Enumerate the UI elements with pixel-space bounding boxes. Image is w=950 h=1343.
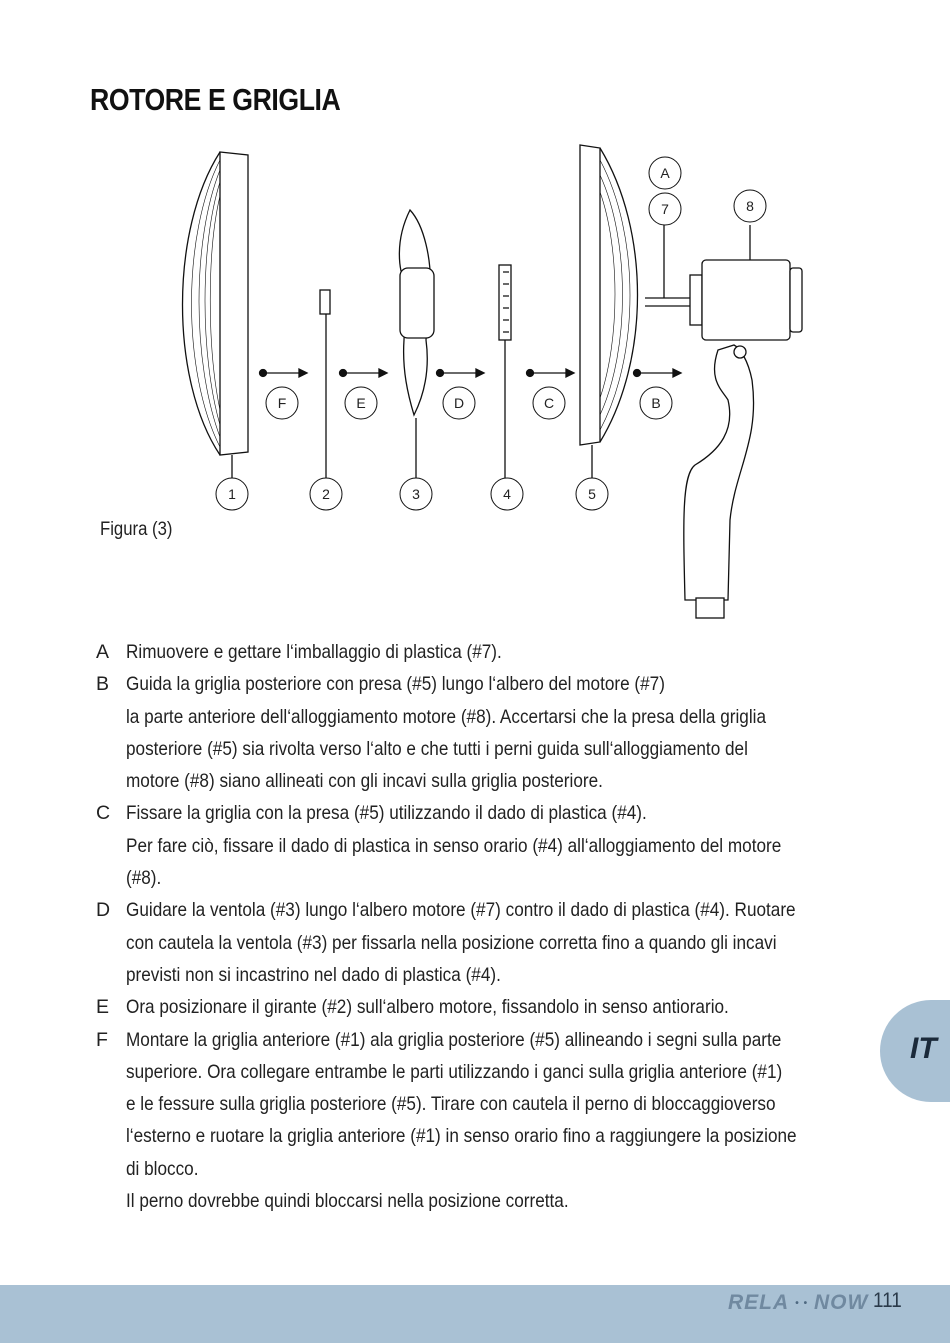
part-number-7: 7 xyxy=(661,201,669,217)
step-f xyxy=(96,1024,876,1218)
step-label-e: E xyxy=(356,395,366,411)
part-number-4: 4 xyxy=(503,486,511,502)
step-c xyxy=(96,797,876,894)
arrow-e xyxy=(340,369,388,377)
step-text-line: e le fessure sulla griglia posteriore (#5). Tirare con cautela il perno di bloccaggioverso xyxy=(126,1093,776,1116)
step-text-line: motore (#8) siano allineati con gli incavi sulla griglia posteriore. xyxy=(126,770,603,793)
step-d xyxy=(96,894,876,991)
step-text-line: con cautela la ventola (#3) per fissarla nella posizione corretta fino a quando gli incavi xyxy=(126,931,777,954)
step-text-line: posteriore (#5) sia rivolta verso l‘alto e che tutti i perni guida sull‘alloggiamento del xyxy=(126,737,748,760)
brand-right: NOW xyxy=(813,1291,869,1314)
step-text-line: previsti non si incastrino nel dado di plastica (#4). xyxy=(126,963,501,986)
page-title: ROTORE E GRIGLIA xyxy=(90,82,341,117)
plastic-nut-part xyxy=(499,265,511,480)
step-a xyxy=(96,636,876,668)
step-text-line: Guida la griglia posteriore con presa (#5) lungo l‘albero del motore (#7) xyxy=(126,673,665,696)
step-text-line: la parte anteriore dell‘alloggiamento motore (#8). Accertarsi che la presa della griglia xyxy=(126,705,767,728)
rear-grille-part xyxy=(580,145,638,480)
step-b xyxy=(96,668,876,797)
brand-mid: • • xyxy=(795,1297,808,1309)
instruction-list xyxy=(96,636,876,1217)
spinner-part xyxy=(320,290,330,480)
step-letter: F xyxy=(96,1028,108,1051)
step-label-f: F xyxy=(277,395,287,411)
step-text-line: Fissare la griglia con la presa (#5) utilizzando il dado di plastica (#4). xyxy=(126,802,647,825)
step-text-line: Guidare la ventola (#3) lungo l‘albero motore (#7) contro il dado di plastica (#4). Ruotare xyxy=(126,899,796,922)
motor-housing-part xyxy=(645,225,802,618)
figure-caption: Figura (3) xyxy=(100,519,173,540)
step-text-line: (#8). xyxy=(126,867,162,890)
step-text-line: Il perno dovrebbe quindi bloccarsi nella posizione corretta. xyxy=(126,1190,569,1213)
assembly-diagram xyxy=(0,0,950,640)
step-text-line: Montare la griglia anteriore (#1) ala griglia posteriore (#5) allineando i segni sulla parte xyxy=(126,1028,782,1051)
front-grille-part xyxy=(183,152,249,480)
step-text-line: Per fare ciò, fissare il dado di plastica in senso orario (#4) all‘alloggiamento del motore xyxy=(126,834,782,857)
step-label-d: D xyxy=(453,395,465,411)
step-text-line: l‘esterno e ruotare la griglia anteriore (#1) in senso orario fino a raggiungere la posizione xyxy=(126,1125,797,1148)
step-text-line: di blocco. xyxy=(126,1157,199,1180)
step-text-line: superiore. Ora collegare entrambe le parti utilizzando i ganci sulla griglia anteriore (#1) xyxy=(126,1060,783,1083)
arrow-d xyxy=(437,369,485,377)
part-number-1: 1 xyxy=(228,486,236,502)
step-text-line: Rimuovere e gettare l‘imballaggio di plastica (#7). xyxy=(126,641,502,663)
step-text-line: Ora posizionare il girante (#2) sull‘albero motore, fissandolo in senso antiorario. xyxy=(126,996,729,1019)
step-letter: E xyxy=(96,996,110,1019)
fan-blade-part xyxy=(399,210,434,480)
step-letter: A xyxy=(96,641,110,663)
part-number-5: 5 xyxy=(588,486,596,502)
arrow-f xyxy=(260,369,308,377)
brand-left: RELA xyxy=(728,1291,790,1314)
page-number: 111 xyxy=(873,1289,902,1312)
step-e xyxy=(96,991,876,1023)
step-label-a: A xyxy=(660,165,670,181)
step-letter: B xyxy=(96,673,110,696)
step-label-c: C xyxy=(543,395,555,411)
language-label: IT xyxy=(910,1032,937,1065)
step-label-b: B xyxy=(651,395,661,411)
brand-logo xyxy=(728,1291,868,1315)
arrow-b xyxy=(634,369,682,377)
arrow-c xyxy=(527,369,575,377)
step-letter: C xyxy=(96,802,111,825)
part-number-2: 2 xyxy=(322,486,330,502)
part-number-3: 3 xyxy=(412,486,420,502)
step-letter: D xyxy=(96,899,111,922)
assembly-arrows xyxy=(260,369,682,377)
part-number-8: 8 xyxy=(746,198,754,214)
